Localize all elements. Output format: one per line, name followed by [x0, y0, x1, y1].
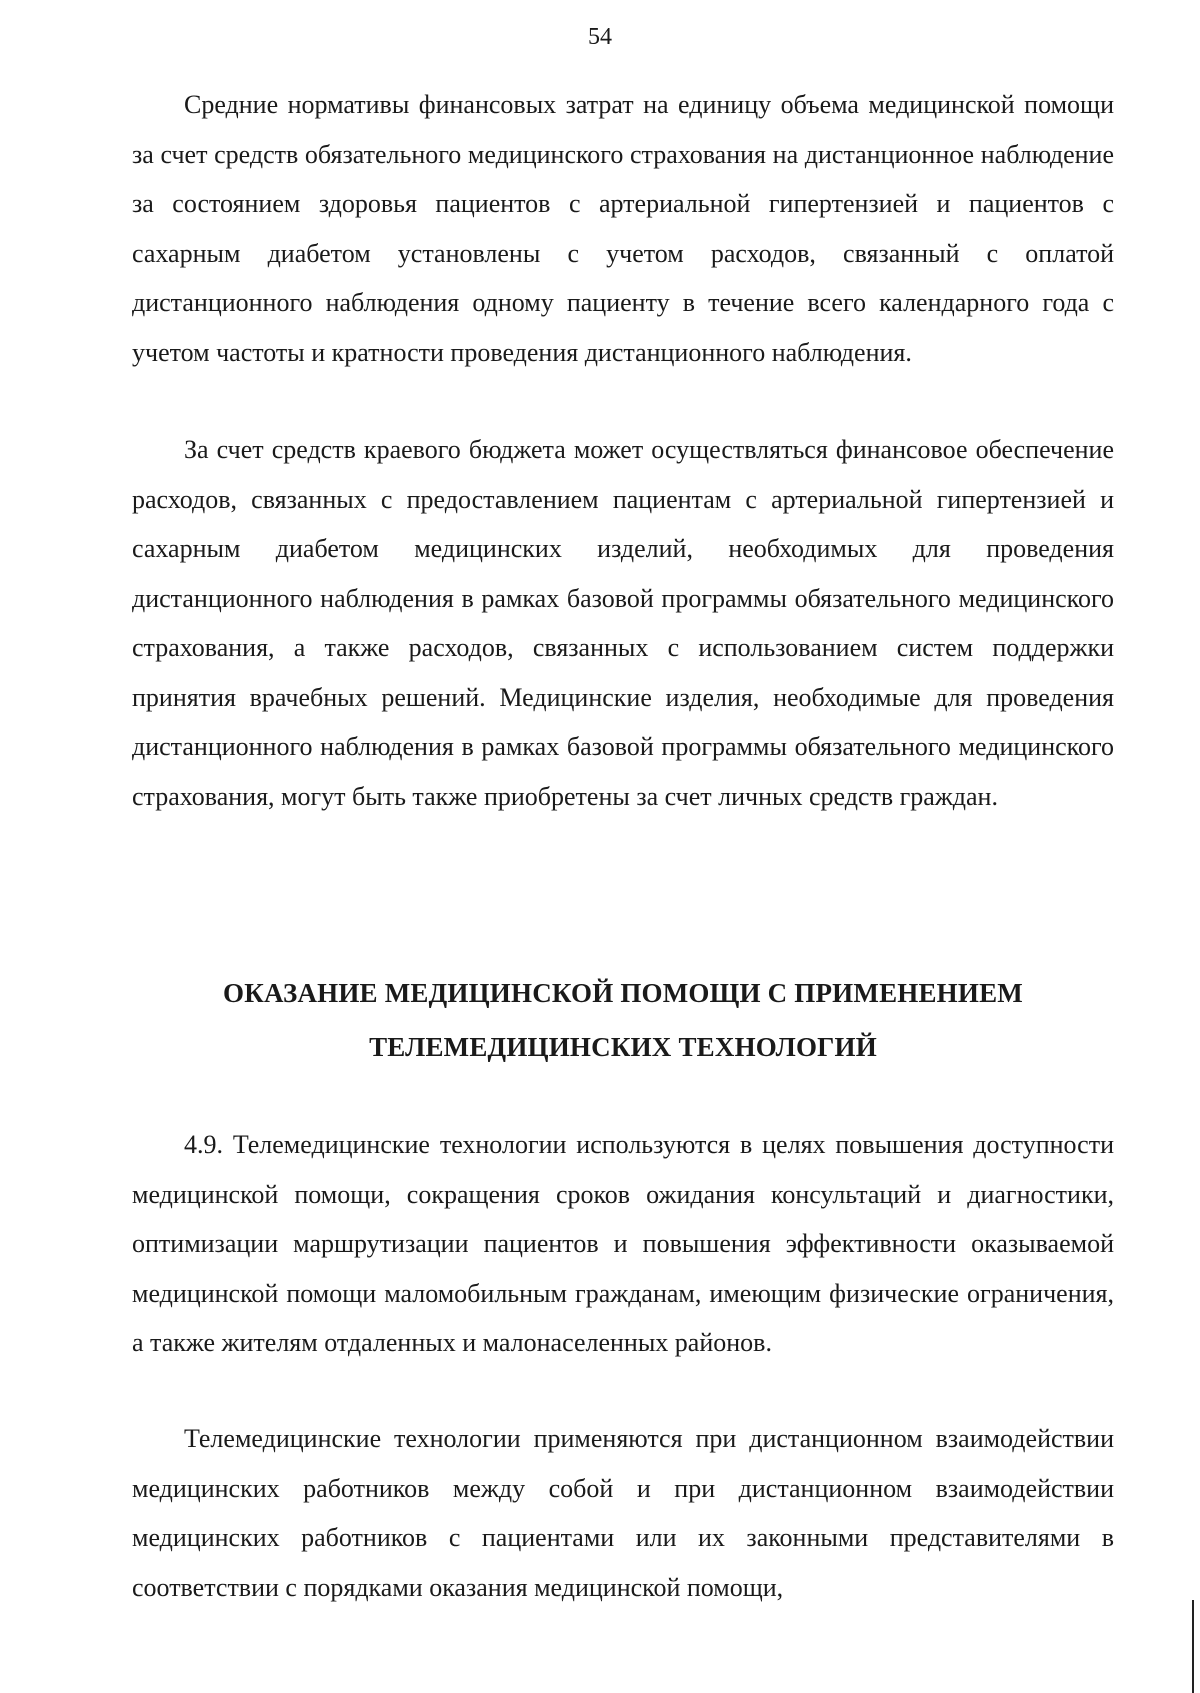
section-heading-line-1: ОКАЗАНИЕ МЕДИЦИНСКОЙ ПОМОЩИ С ПРИМЕНЕНИЕМ: [223, 978, 1023, 1008]
paragraph-financial-standards: Средние нормативы финансовых затрат на единицу объема медицинской помощи за счет средств обязательного медицинского страхования на дистанционное наблюдение за состоянием здоровья пациентов с артериальной гипертензией и пациентов с сахарным диабетом установлены с учетом расходов, связанный с оплатой дистанционного наблюдения одному пациенту в течение всего календарного года с учетом частоты и кратности проведения дистанционного наблюдения.: [132, 90, 1114, 367]
scan-edge-line: [1192, 1600, 1194, 1693]
page-number: 54: [588, 24, 612, 50]
paragraph-telemedicine-purpose: 4.9. Телемедицинские технологии используются в целях повышения доступности медицинской помощи, сокращения сроков ожидания консультаций и диагностики, оптимизации маршрутизации пациентов и повышения эффективности оказываемой медицинской помощи маломобильным гражданам, имеющим физические ограничения, а также жителям отдаленных и малонаселенных районов.: [132, 1130, 1114, 1357]
section-heading: [132, 966, 1114, 1074]
section-heading-line-2: ТЕЛЕМЕДИЦИНСКИХ ТЕХНОЛОГИЙ: [369, 1032, 877, 1062]
paragraph-telemedicine-application: Телемедицинские технологии применяются при дистанционном взаимодействии медицинских работников между собой и при дистанционном взаимодействии медицинских работников с пациентами или их законными представителями в соответствии с порядками оказания медицинской помощи,: [132, 1424, 1114, 1602]
paragraph-regional-budget: За счет средств краевого бюджета может осуществляться финансовое обеспечение расходов, связанных с предоставлением пациентам с артериальной гипертензией и сахарным диабетом медицинских изделий, необходимых для проведения дистанционного наблюдения в рамках базовой программы обязательного медицинского страхования, а также расходов, связанных с использованием систем поддержки принятия врачебных решений. Медицинские изделия, необходимые для проведения дистанционного наблюдения в рамках базовой программы обязательного медицинского страхования, могут быть также приобретены за счет личных средств граждан.: [132, 435, 1114, 811]
